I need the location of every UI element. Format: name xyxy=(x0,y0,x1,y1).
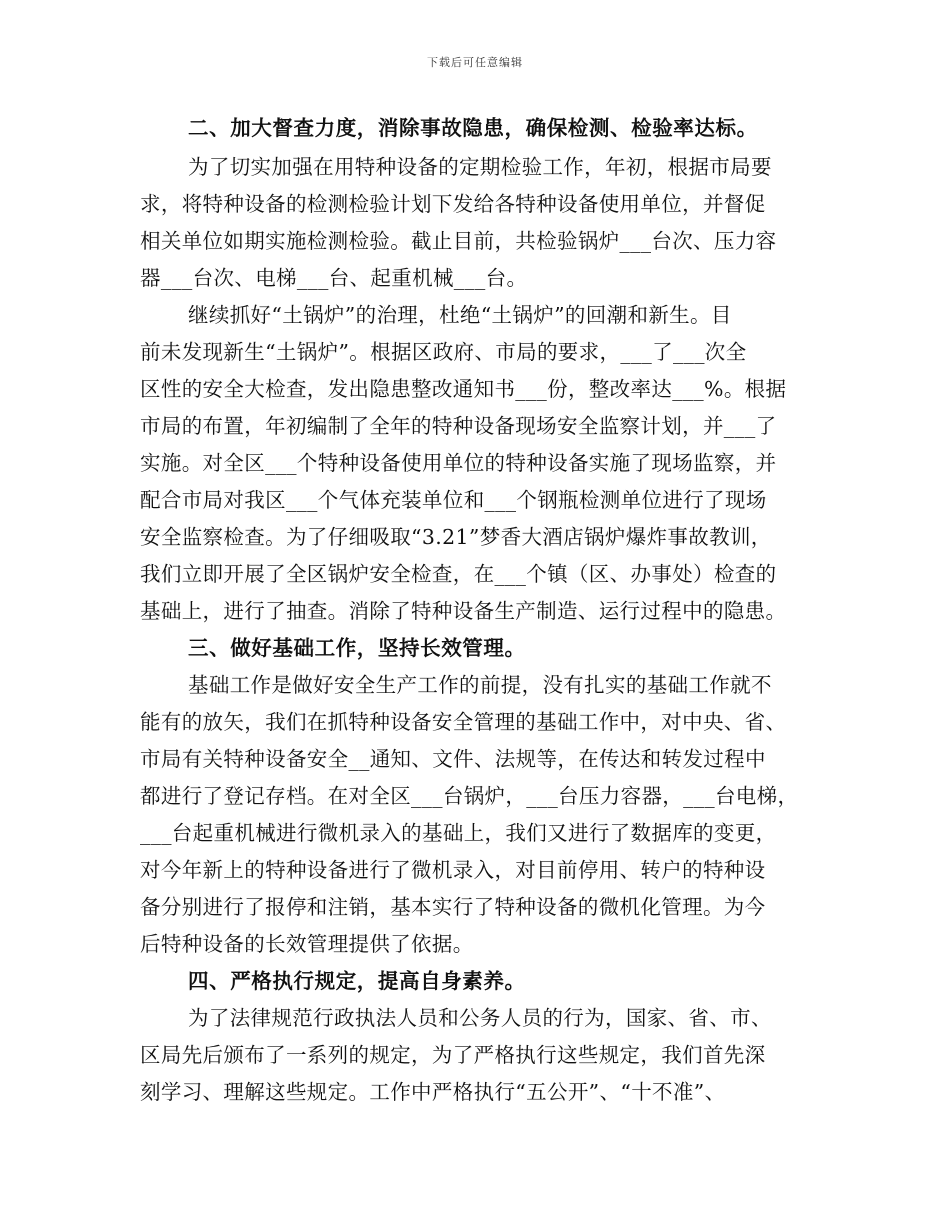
paragraph-line: 配合市局对我区___个气体充装单位和___个钢瓶检测单位进行了现场 xyxy=(140,488,767,512)
paragraph-line: 刻学习、理解这些规定。工作中严格执行“五公开”、“十不准”、 xyxy=(140,1080,726,1104)
paragraph-line: 求，将特种设备的检测检验计划下发给各特种设备使用单位，并督促 xyxy=(140,192,766,216)
paragraph-line: 对今年新上的特种设备进行了微机录入，对目前停用、转户的特种设 xyxy=(140,858,766,882)
paragraph-line: 为了法律规范行政执法人员和公务人员的行为，国家、省、市、 xyxy=(188,1006,772,1030)
paragraph-line: 继续抓好“土锅炉”的治理，杜绝“土锅炉”的回潮和新生。目 xyxy=(188,303,732,327)
paragraph-line: 备分别进行了报停和注销，基本实行了特种设备的微机化管理。为今 xyxy=(140,895,766,919)
section-heading-4: 四、严格执行规定，提高自身素养。 xyxy=(188,969,526,993)
paragraph-line: 相关单位如期实施检测检验。截止目前，共检验锅炉___台次、压力容 xyxy=(140,229,777,253)
paragraph-line: 能有的放矢，我们在抓特种设备安全管理的基础工作中，对中央、省、 xyxy=(140,710,787,734)
paragraph-line: 实施。对全区___个特种设备使用单位的特种设备实施了现场监察，并 xyxy=(140,451,777,475)
section-heading-2: 二、加大督查力度，消除事故隐患，确保检测、检验率达标。 xyxy=(188,116,758,140)
paragraph-line: 区局先后颁布了一系列的规定，为了严格执行这些规定，我们首先深 xyxy=(140,1043,766,1067)
paragraph-line: 后特种设备的长效管理提供了依据。 xyxy=(140,932,474,956)
paragraph-line: 市局有关特种设备安全__通知、文件、法规等，在传达和转发过程中 xyxy=(140,747,766,771)
paragraph-line: 我们立即开展了全区锅炉安全检查，在___个镇（区、办事处）检查的 xyxy=(140,562,777,586)
paragraph-line: 都进行了登记存档。在对全区___台锅炉，___台压力容器，___台电梯， xyxy=(140,784,799,808)
header-note: 下载后可任意编辑 xyxy=(427,56,523,69)
paragraph-line: 基础上，进行了抽查。消除了特种设备生产制造、运行过程中的隐患。 xyxy=(140,599,787,623)
paragraph-line: 安全监察检查。为了仔细吸取“3.21”梦香大酒店锅炉爆炸事故教训， xyxy=(140,525,772,549)
paragraph-line: 市局的布置，年初编制了全年的特种设备现场安全监察计划，并___了 xyxy=(140,414,777,438)
section-heading-3: 三、做好基础工作，坚持长效管理。 xyxy=(188,636,526,660)
paragraph-line: 器___台次、电梯___台、起重机械___台。 xyxy=(140,266,528,290)
paragraph-line: 区性的安全大检查，发出隐患整改通知书___份，整改率达___%。根据 xyxy=(140,377,787,401)
paragraph-line: ___台起重机械进行微机录入的基础上，我们又进行了数据库的变更， xyxy=(140,821,777,845)
paragraph-line: 为了切实加强在用特种设备的定期检验工作，年初，根据市局要 xyxy=(188,155,772,179)
paragraph-line: 前未发现新生“土锅炉”。根据区政府、市局的要求，___了___次全 xyxy=(140,340,747,364)
paragraph-line: 基础工作是做好安全生产工作的前提，没有扎实的基础工作就不 xyxy=(188,673,772,697)
